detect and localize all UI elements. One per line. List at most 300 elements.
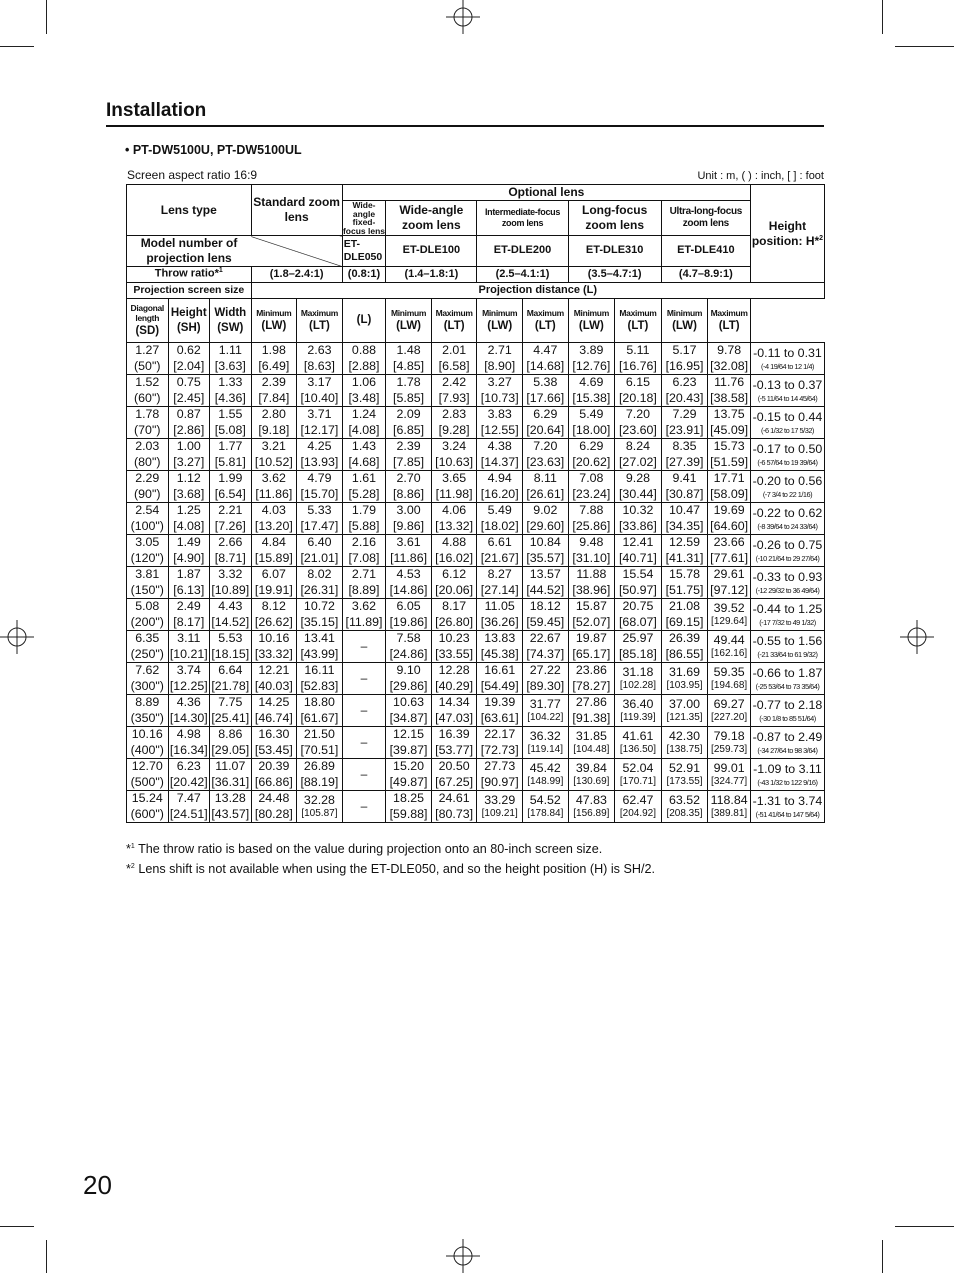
cell-value: 20.75 xyxy=(622,599,654,613)
table-cell-sLT xyxy=(297,407,343,439)
table-cell-sh xyxy=(168,663,210,695)
cell-value-alt-unit: [10.21] xyxy=(169,646,208,661)
table-cell-l310LT xyxy=(615,791,662,823)
optional-lens-label: Optional lens xyxy=(342,185,750,201)
crop-mark xyxy=(895,1226,954,1227)
cell-value: 3.24 xyxy=(442,439,467,453)
cell-value: 8.11 xyxy=(533,471,557,485)
aspect-ratio-label: Screen aspect ratio 16:9 xyxy=(127,168,258,182)
registration-mark-icon xyxy=(0,620,34,654)
cell-value: 26.89 xyxy=(303,759,335,773)
cell-value: 1.25 xyxy=(176,503,201,517)
cell-value-alt-unit: (-17 7/32 to 49 1/32) xyxy=(759,617,816,627)
cell-value: -0.33 to 0.93 xyxy=(752,570,823,585)
table-row xyxy=(127,759,825,791)
cell-value: 2.66 xyxy=(218,535,243,549)
cell-value: 1.52 xyxy=(135,375,160,389)
col-std-max-unit: (LT) xyxy=(309,319,330,332)
cell-value-alt-unit: [69.15] xyxy=(665,614,704,629)
col-050 xyxy=(342,299,386,343)
table-row xyxy=(127,439,825,471)
table-cell-h xyxy=(750,471,824,503)
cell-value-alt-unit: [33.32] xyxy=(254,646,293,661)
table-cell-w100LT xyxy=(431,343,477,375)
cell-value: 9.78 xyxy=(717,343,742,357)
cell-value-alt-unit: [18.00] xyxy=(572,422,611,437)
cell-value-alt-unit: [3.48] xyxy=(348,390,380,405)
cell-value-alt-unit: [17.47] xyxy=(300,518,339,533)
table-cell-u410LT xyxy=(708,599,751,631)
cell-value-alt-unit: [8.89] xyxy=(348,582,380,597)
cell-value: 13.83 xyxy=(484,631,516,645)
cell-value: 2.09 xyxy=(396,407,421,421)
table-cell-w100LT xyxy=(431,631,477,663)
table-cell-sLW xyxy=(251,343,297,375)
cell-value: -0.17 to 0.50 xyxy=(752,442,823,457)
cell-value: 16.30 xyxy=(258,727,290,741)
cell-value-alt-unit: [4.08] xyxy=(348,422,380,437)
cell-value: 7.29 xyxy=(672,407,697,421)
cell-value-alt-unit: [156.89] xyxy=(573,808,610,819)
crop-mark xyxy=(882,1240,883,1273)
cell-value-alt-unit: [33.55] xyxy=(435,646,474,661)
cell-value-alt-unit: [121.35] xyxy=(666,712,703,723)
cell-value: -0.15 to 0.44 xyxy=(752,410,823,425)
cell-value-alt-unit: [86.55] xyxy=(665,646,704,661)
cell-value-alt-unit: (-5 11/64 to 14 45/64) xyxy=(757,393,818,403)
cell-value: 23.86 xyxy=(575,663,607,677)
table-cell-sLT xyxy=(297,631,343,663)
cell-value-alt-unit: [20.62] xyxy=(572,454,611,469)
cell-value: 27.73 xyxy=(484,759,516,773)
cell-value-alt-unit: [13.32] xyxy=(435,518,474,533)
table-cell-u410LT xyxy=(708,567,751,599)
table-cell-u410LW xyxy=(661,695,708,727)
cell-value: 4.88 xyxy=(442,535,467,549)
table-cell-sLW xyxy=(251,471,297,503)
col-std-min xyxy=(251,299,297,343)
table-cell-i200LT xyxy=(523,599,569,631)
table-cell-sd xyxy=(127,503,169,535)
cell-value: 12.21 xyxy=(258,663,290,677)
cell-value: 47.83 xyxy=(575,792,607,807)
cell-value-alt-unit: [29.60] xyxy=(526,518,565,533)
model-heading: • PT-DW5100U, PT-DW5100UL xyxy=(125,143,302,157)
throw-ratio-label xyxy=(127,267,252,283)
cell-value-alt-unit: [2.86] xyxy=(173,422,205,437)
cell-value-alt-unit: (-6 57/64 to 19 39/64) xyxy=(757,457,818,467)
table-cell-sLT xyxy=(297,567,343,599)
cell-value: 36.40 xyxy=(622,696,654,711)
col-310-min-unit: (LW) xyxy=(578,319,604,332)
cell-value: 2.29 xyxy=(135,471,160,485)
cell-value: 11.05 xyxy=(484,599,515,613)
table-cell-l310LT xyxy=(615,375,662,407)
long-zoom-label: Long-focus zoom lens xyxy=(568,201,661,236)
cell-value: 12.28 xyxy=(438,663,470,677)
model-number-diagonal xyxy=(251,236,342,267)
table-cell-u410LW xyxy=(661,503,708,535)
footnote-mark: * xyxy=(126,862,131,877)
col-410-min xyxy=(661,299,708,343)
cell-value: 12.70 xyxy=(131,759,163,773)
table-body xyxy=(127,343,825,823)
cell-value: 7.75 xyxy=(218,695,243,709)
table-cell-w100LW xyxy=(386,695,432,727)
table-cell-w100LW xyxy=(386,407,432,439)
cell-value: 21.08 xyxy=(669,599,701,613)
cell-value-alt-unit: [29.05] xyxy=(211,742,250,757)
cell-value: 2.42 xyxy=(442,375,467,389)
cell-value: 10.32 xyxy=(622,503,654,517)
table-cell-sw xyxy=(210,791,252,823)
cell-value: 1.99 xyxy=(218,471,243,485)
page-number: 20 xyxy=(83,1170,112,1200)
table-cell-sw xyxy=(210,599,252,631)
cell-value-alt-unit: [5.88] xyxy=(348,518,380,533)
cell-value-alt-unit: [38.96] xyxy=(572,582,611,597)
cell-value-alt-unit: [20.18] xyxy=(618,390,657,405)
table-cell-u410LT xyxy=(708,407,751,439)
cell-value-alt-unit: [34.87] xyxy=(389,710,428,725)
cell-value-alt-unit: [78.27] xyxy=(572,678,611,693)
table-cell-l310LW xyxy=(568,471,615,503)
table-cell-u410LW xyxy=(661,407,708,439)
cell-value-alt-unit: [204.92] xyxy=(619,808,657,819)
cell-value: 0.87 xyxy=(176,407,201,421)
col-410-max xyxy=(708,299,751,343)
table-cell-h xyxy=(750,343,824,375)
cell-value: 1.24 xyxy=(351,407,377,421)
cell-value-alt-unit: [17.66] xyxy=(526,390,565,405)
table-row xyxy=(127,471,825,503)
cell-value-alt-unit: [8.90] xyxy=(484,358,516,373)
table-cell-h xyxy=(750,727,824,759)
cell-value: 6.61 xyxy=(487,535,512,549)
cell-value-alt-unit: [23.63] xyxy=(526,454,565,469)
table-cell-sd xyxy=(127,343,169,375)
cell-value-alt-unit: [40.29] xyxy=(435,678,474,693)
height-position-label xyxy=(750,185,824,283)
cell-value-alt-unit: (-34 27/64 to 98 3/64) xyxy=(757,745,818,755)
cell-value: 27.86 xyxy=(575,695,607,709)
cell-value-alt-unit: [6.54] xyxy=(214,486,246,501)
cell-value: 15.24 xyxy=(131,791,163,805)
table-cell-w100LT xyxy=(431,599,477,631)
table-cell-w100LT xyxy=(431,663,477,695)
table-row xyxy=(127,567,825,599)
cell-value: 4.25 xyxy=(307,439,332,453)
table-cell-i200LT xyxy=(523,727,569,759)
table-cell-sd xyxy=(127,791,169,823)
cell-value: -1.09 to 3.11 xyxy=(753,762,822,777)
cell-value-alt-unit: [6.85] xyxy=(393,422,425,437)
cell-value: 23.66 xyxy=(713,535,745,549)
cell-value: 62.47 xyxy=(622,792,654,807)
cell-value-alt-unit: [44.52] xyxy=(526,582,565,597)
projection-screen-size-label: Projection screen size xyxy=(127,283,252,299)
cell-value: 1.43 xyxy=(351,439,377,453)
table-cell-l310LT xyxy=(615,727,662,759)
table-cell-sd xyxy=(127,407,169,439)
table-cell-sd xyxy=(127,439,169,471)
table-cell-sLW xyxy=(251,407,297,439)
cell-value-alt-unit: [25.41] xyxy=(211,710,250,725)
cell-value-alt-unit: (90") xyxy=(134,486,161,501)
cell-value: 9.28 xyxy=(625,471,650,485)
cell-value-alt-unit: [162.16] xyxy=(711,648,748,659)
model-et-dle050: ET-DLE050 xyxy=(342,236,386,267)
cell-value-alt-unit: [102.28] xyxy=(619,680,657,691)
throw-ratio-sup: 1 xyxy=(218,267,223,275)
cell-value: 13.57 xyxy=(529,567,561,581)
cell-value: 33.29 xyxy=(484,792,516,807)
col-100-min-label: Minimum xyxy=(390,308,427,318)
cell-value-alt-unit: [14.68] xyxy=(526,358,565,373)
cell-value: 1.77 xyxy=(218,439,243,453)
cell-value-alt-unit: [3.68] xyxy=(173,486,205,501)
cell-value: 11.88 xyxy=(576,567,607,581)
throw-ratio-text: Throw ratio* xyxy=(154,267,219,280)
throw-ratio-200: (2.5–4.1:1) xyxy=(477,267,568,283)
cell-value-alt-unit: [52.07] xyxy=(572,614,611,629)
table-cell-sLT xyxy=(297,471,343,503)
registration-mark-icon xyxy=(446,0,480,34)
cell-value: 21.50 xyxy=(303,727,335,741)
cell-value: 2.21 xyxy=(218,503,243,517)
table-cell-i200LW xyxy=(477,599,523,631)
cell-value: 2.71 xyxy=(351,567,377,581)
cell-value: 1.06 xyxy=(351,375,377,389)
table-cell-sw xyxy=(210,407,252,439)
table-cell-i200LW xyxy=(477,439,523,471)
cell-value: 1.61 xyxy=(351,471,377,485)
cell-value-alt-unit: [5.85] xyxy=(393,390,425,405)
table-cell-sLT xyxy=(297,343,343,375)
table-cell-w100LW xyxy=(386,375,432,407)
cell-value: 59.35 xyxy=(713,664,745,679)
table-cell-h xyxy=(750,503,824,535)
table-cell-u410LT xyxy=(708,727,751,759)
col-std-max-label: Maximum xyxy=(300,308,338,318)
cell-value-alt-unit: [10.40] xyxy=(300,390,339,405)
cell-value-alt-unit: [7.84] xyxy=(258,390,290,405)
cell-value: 3.27 xyxy=(487,375,512,389)
table-cell-l310LT xyxy=(615,343,662,375)
table-cell-i200LT xyxy=(523,567,569,599)
table-cell-u410LT xyxy=(708,759,751,791)
cell-value-alt-unit: [11.89] xyxy=(345,614,383,629)
cell-value-alt-unit: [26.80] xyxy=(435,614,474,629)
crop-mark xyxy=(0,1226,34,1227)
col-width-unit: (SW) xyxy=(217,321,244,334)
cell-value-alt-unit: [14.52] xyxy=(211,614,250,629)
table-cell-l310LW xyxy=(568,631,615,663)
table-cell-sw xyxy=(210,759,252,791)
registration-mark-icon xyxy=(900,620,934,654)
cell-value: 32.28 xyxy=(303,792,335,807)
table-cell-w100LT xyxy=(431,503,477,535)
cell-value: 3.65 xyxy=(442,471,467,485)
table-cell-l310LW xyxy=(568,535,615,567)
cell-value-alt-unit: [6.58] xyxy=(438,358,470,373)
cell-value: 20.39 xyxy=(258,759,290,773)
table-cell-sLW xyxy=(251,791,297,823)
cell-value: 49.44 xyxy=(713,632,745,647)
cell-value: 3.32 xyxy=(218,567,243,581)
col-310-max-unit: (LT) xyxy=(627,319,649,332)
cell-value: 1.49 xyxy=(176,535,201,549)
cell-value-alt-unit: [3.27] xyxy=(173,454,205,469)
cell-value: 1.48 xyxy=(396,343,421,357)
table-cell-i200LW xyxy=(477,759,523,791)
table-cell-sLT xyxy=(297,535,343,567)
cell-value: 6.23 xyxy=(672,375,697,389)
table-row xyxy=(127,727,825,759)
cell-value: 31.77 xyxy=(529,696,561,711)
cell-value-alt-unit: [43.99] xyxy=(300,646,339,661)
cell-value-alt-unit: (100") xyxy=(130,518,164,533)
cell-value-alt-unit: [138.75] xyxy=(666,744,703,755)
cell-value: 4.53 xyxy=(396,567,421,581)
col-410-max-label: Maximum xyxy=(710,308,748,318)
cell-value: 1.55 xyxy=(218,407,243,421)
cell-value-alt-unit: (120") xyxy=(130,550,164,565)
cell-value: -0.11 to 0.31 xyxy=(753,346,822,361)
cell-value: 6.40 xyxy=(307,535,332,549)
crop-mark xyxy=(0,46,34,47)
cell-value-alt-unit: [23.91] xyxy=(665,422,704,437)
cell-value-alt-unit: [2.88] xyxy=(348,358,380,373)
col-200-max xyxy=(523,299,569,343)
cell-value-alt-unit: [11.86] xyxy=(255,486,293,501)
cell-value: 5.38 xyxy=(533,375,558,389)
cell-value: – xyxy=(360,671,368,685)
cell-value-alt-unit: (-10 21/64 to 29 27/64) xyxy=(755,553,820,563)
table-cell-h xyxy=(750,599,824,631)
cell-value-alt-unit: [18.15] xyxy=(211,646,250,661)
cell-value-alt-unit: [23.60] xyxy=(618,422,657,437)
throw-ratio-standard: (1.8–2.4:1) xyxy=(251,267,342,283)
table-cell-w100LT xyxy=(431,471,477,503)
cell-value: 2.01 xyxy=(442,343,467,357)
table-cell-sLW xyxy=(251,695,297,727)
wide-fixed-label: Wide-angle fixed-focus lens xyxy=(342,200,386,236)
model-et-dle200: ET-DLE200 xyxy=(477,236,568,267)
cell-value: 16.61 xyxy=(484,663,516,677)
table-cell-w100LW xyxy=(386,599,432,631)
cell-value: 52.04 xyxy=(622,760,654,775)
table-cell-sw xyxy=(210,727,252,759)
cell-value: 2.71 xyxy=(487,343,512,357)
cell-value-alt-unit: [16.95] xyxy=(665,358,704,373)
cell-value: 18.80 xyxy=(303,695,335,709)
table-cell-u410LT xyxy=(708,695,751,727)
table-cell-w050 xyxy=(342,791,386,823)
cell-value-alt-unit: [70.51] xyxy=(300,742,339,757)
table-cell-l310LW xyxy=(568,759,615,791)
cell-value-alt-unit: [67.25] xyxy=(435,774,474,789)
table-cell-u410LW xyxy=(661,663,708,695)
table-cell-l310LT xyxy=(615,567,662,599)
col-050-unit: (L) xyxy=(356,314,372,327)
cell-value-alt-unit: (60") xyxy=(134,390,161,405)
table-cell-u410LT xyxy=(708,471,751,503)
col-410-max-unit: (LT) xyxy=(718,319,740,332)
cell-value-alt-unit: [130.69] xyxy=(573,776,610,787)
table-cell-sh xyxy=(168,631,210,663)
cell-value: – xyxy=(360,767,368,781)
cell-value: 6.05 xyxy=(396,599,421,613)
cell-value-alt-unit: [53.77] xyxy=(435,742,474,757)
cell-value: 1.78 xyxy=(135,407,160,421)
cell-value-alt-unit: [16.76] xyxy=(618,358,657,373)
cell-value-alt-unit: [19.86] xyxy=(389,614,428,629)
table-cell-sLT xyxy=(297,759,343,791)
cell-value: 1.00 xyxy=(176,439,201,453)
cell-value-alt-unit: [194.68] xyxy=(711,680,748,691)
cell-value: 3.83 xyxy=(487,407,512,421)
cell-value: 5.49 xyxy=(487,503,512,517)
table-cell-l310LT xyxy=(615,695,662,727)
cell-value: 19.39 xyxy=(484,695,516,709)
cell-value: 6.12 xyxy=(442,567,467,581)
cell-value-alt-unit: [105.87] xyxy=(301,808,338,819)
cell-value: 22.67 xyxy=(529,631,561,645)
table-cell-sLT xyxy=(297,663,343,695)
table-cell-l310LW xyxy=(568,791,615,823)
cell-value-alt-unit: [4.85] xyxy=(393,358,425,373)
cell-value-alt-unit: [9.28] xyxy=(438,422,470,437)
table-cell-l310LT xyxy=(615,759,662,791)
table-cell-i200LT xyxy=(523,663,569,695)
cell-value: 1.11 xyxy=(218,343,242,357)
cell-value: 2.16 xyxy=(351,535,377,549)
cell-value: 0.62 xyxy=(176,343,201,357)
cell-value-alt-unit: [25.86] xyxy=(572,518,611,533)
cell-value: 36.32 xyxy=(529,728,561,743)
cell-value-alt-unit: (-51 41/64 to 147 5/64) xyxy=(755,809,820,819)
cell-value-alt-unit: [4.90] xyxy=(173,550,205,565)
cell-value-alt-unit: [19.91] xyxy=(254,582,293,597)
table-cell-l310LT xyxy=(615,503,662,535)
cell-value: 7.20 xyxy=(533,439,558,453)
cell-value: 8.35 xyxy=(672,439,697,453)
col-310-min-label: Minimum xyxy=(573,308,609,318)
cell-value: 3.17 xyxy=(307,375,332,389)
cell-value-alt-unit: [4.36] xyxy=(214,390,246,405)
crop-mark xyxy=(46,0,47,34)
table-cell-u410LW xyxy=(661,791,708,823)
registration-mark-icon xyxy=(446,1239,480,1273)
cell-value: -0.77 to 2.18 xyxy=(752,698,823,713)
table-cell-sLW xyxy=(251,503,297,535)
table-cell-u410LT xyxy=(708,375,751,407)
footnote-sup: 1 xyxy=(130,843,135,850)
wide-zoom-label: Wide-angle zoom lens xyxy=(386,201,477,236)
cell-value-alt-unit: [66.86] xyxy=(254,774,293,789)
table-cell-sh xyxy=(168,375,210,407)
table-cell-l310LW xyxy=(568,407,615,439)
table-cell-w100LT xyxy=(431,695,477,727)
table-cell-i200LT xyxy=(523,503,569,535)
cell-value: 4.36 xyxy=(176,695,201,709)
cell-value: -0.13 to 0.37 xyxy=(752,378,823,393)
table-cell-l310LW xyxy=(568,375,615,407)
cell-value-alt-unit: [103.95] xyxy=(666,680,703,691)
table-cell-sh xyxy=(168,599,210,631)
table-cell-sw xyxy=(210,343,252,375)
